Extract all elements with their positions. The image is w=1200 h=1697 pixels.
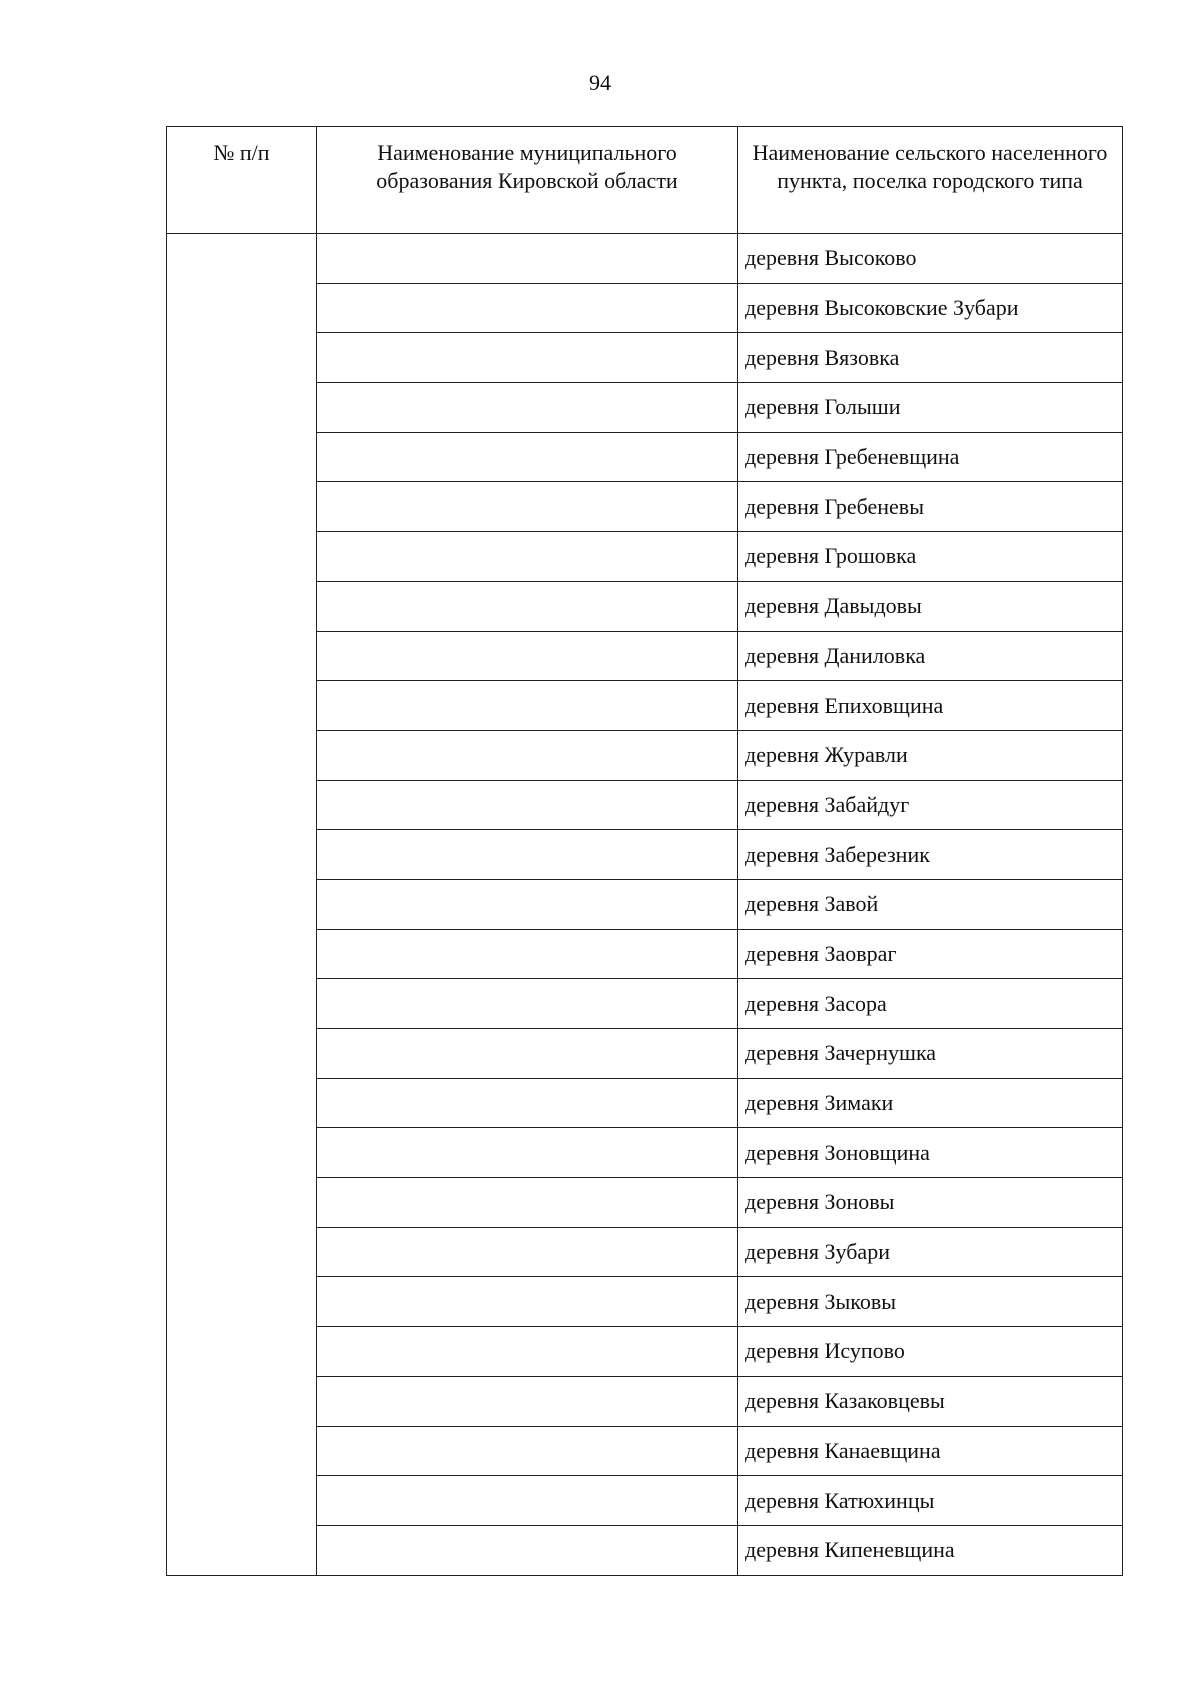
settlement-cell: деревня Заберезник [738,830,1123,880]
settlement-cell: деревня Давыдовы [738,581,1123,631]
municipality-cell [317,631,738,681]
municipality-cell [317,1327,738,1377]
header-number: № п/п [167,127,317,234]
settlement-cell: деревня Гребеневы [738,482,1123,532]
settlement-cell: деревня Зыковы [738,1277,1123,1327]
settlement-cell: деревня Епиховщина [738,681,1123,731]
municipality-cell [317,1426,738,1476]
municipality-cell [317,1227,738,1277]
municipality-cell [317,283,738,333]
settlement-cell: деревня Высоковские Зубари [738,283,1123,333]
municipality-cell [317,730,738,780]
settlement-cell: деревня Заовраг [738,929,1123,979]
municipality-cell [317,1029,738,1079]
municipality-cell [317,581,738,631]
page-number: 94 [589,70,611,95]
municipality-cell [317,1178,738,1228]
settlement-cell: деревня Засора [738,979,1123,1029]
settlement-cell: деревня Зоновщина [738,1128,1123,1178]
municipality-cell [317,1128,738,1178]
municipality-cell [317,979,738,1029]
table-body [167,234,1123,1576]
settlement-cell: деревня Зимаки [738,1078,1123,1128]
settlement-cell: деревня Грошовка [738,532,1123,582]
municipality-cell [317,1476,738,1526]
settlements-table [166,126,1123,1576]
settlement-cell: деревня Катюхинцы [738,1476,1123,1526]
settlement-cell: деревня Гребеневщина [738,432,1123,482]
settlement-cell: деревня Забайдуг [738,780,1123,830]
header-municipality: Наименование муниципального образования Кировской области [317,127,738,234]
municipality-cell [317,482,738,532]
municipality-cell [317,333,738,383]
settlement-cell: деревня Завой [738,879,1123,929]
table-row [167,234,1123,284]
municipality-cell [317,1525,738,1575]
header-settlement: Наименование сельского населенного пункта, поселка городского типа [738,127,1123,234]
settlement-cell: деревня Исупово [738,1327,1123,1377]
settlement-cell: деревня Кипеневщина [738,1525,1123,1575]
settlement-cell: деревня Зачернушка [738,1029,1123,1079]
municipality-cell [317,532,738,582]
municipality-cell [317,1078,738,1128]
settlement-cell: деревня Высоково [738,234,1123,284]
municipality-cell [317,879,738,929]
municipality-cell [317,681,738,731]
settlement-cell: деревня Даниловка [738,631,1123,681]
settlement-cell: деревня Канаевщина [738,1426,1123,1476]
municipality-cell [317,1376,738,1426]
settlement-cell: деревня Зоновы [738,1178,1123,1228]
municipality-cell [317,929,738,979]
number-cell [167,234,317,1576]
municipality-cell [317,234,738,284]
table-header-row [167,127,1123,234]
settlement-cell: деревня Вязовка [738,333,1123,383]
settlement-cell: деревня Голыши [738,383,1123,433]
settlement-cell: деревня Журавли [738,730,1123,780]
municipality-cell [317,383,738,433]
municipality-cell [317,780,738,830]
municipality-cell [317,432,738,482]
municipality-cell [317,1277,738,1327]
settlement-cell: деревня Казаковцевы [738,1376,1123,1426]
settlement-cell: деревня Зубари [738,1227,1123,1277]
municipality-cell [317,830,738,880]
